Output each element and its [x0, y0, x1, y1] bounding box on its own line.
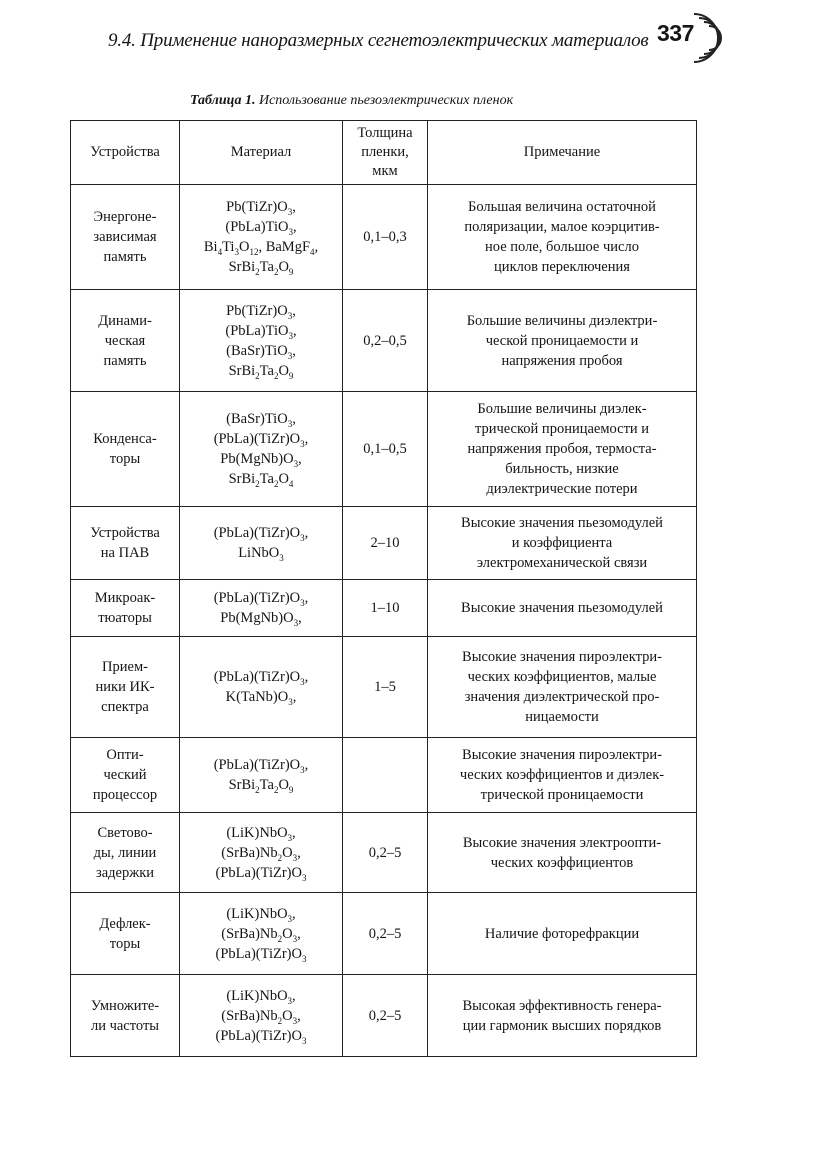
note-line: циклов переключения: [494, 259, 630, 275]
device-cell: Устройства на ПАВ: [71, 507, 180, 580]
thickness-cell: [343, 738, 428, 813]
thickness-cell: 2–10: [343, 507, 428, 580]
note-line: поляризации, малое коэрцитив-: [464, 219, 660, 235]
material-cell: [180, 290, 343, 392]
material-formula: $(PbLa)(TiZr)O_3$,: [213, 431, 309, 449]
material-formula: (LiK)NbO$_3$,: [226, 905, 296, 924]
table-header-row: [71, 121, 697, 185]
device-cell: Энергоне- зависимая память: [71, 185, 180, 290]
note-line: Наличие фоторефракции: [484, 925, 640, 942]
thickness-cell: 0,1–0,5: [343, 392, 428, 507]
material-formula: $(PbLa)(TiZr)O_3$,: [213, 757, 309, 775]
note-line: диэлектрические потери: [486, 481, 638, 497]
note-cell: [428, 185, 697, 290]
note-cell: [428, 637, 697, 738]
material-formula: $(SrBa)Nb_2O_3$,: [221, 925, 301, 944]
table-body: [71, 185, 697, 1057]
device-cell: Опти- ческий процессор: [71, 738, 180, 813]
table-row: [71, 975, 697, 1057]
note-line: Высокие значения пьезомодулей: [461, 600, 663, 616]
table-row: [71, 813, 697, 893]
material-formula: $(PbLa)(TiZr)O_3$,: [213, 590, 309, 608]
note-line: трической проницаемости и: [474, 421, 650, 437]
thickness-cell: 0,1–0,3: [343, 185, 428, 290]
note-line: напряжения пробоя, термоста-: [467, 441, 657, 457]
device-cell: Прием- ники ИК- спектра: [71, 637, 180, 738]
table-caption-label: Таблица 1.: [190, 93, 256, 108]
material-formula: $Pb(MgNb)O_3$,: [220, 610, 302, 628]
note-line: значения диэлектрической про-: [464, 689, 660, 705]
note-line: трической проницаемости: [480, 787, 644, 803]
note-line: Большие величины диэлек-: [477, 401, 647, 417]
material-formula: $SrBi_2Ta_2O_4$: [228, 471, 294, 489]
note-cell: [428, 975, 697, 1057]
note-line: напряжения пробоя: [501, 352, 623, 369]
material-formula: $K(TaNb)O_3$,: [225, 689, 297, 707]
device-cell: Динами- ческая память: [71, 290, 180, 392]
note-line: бильность, низкие: [505, 461, 619, 477]
material-formula: $(SrBa)Nb_2O_3$,: [221, 844, 301, 863]
note-cell: [428, 507, 697, 580]
material-cell: [180, 507, 343, 580]
table-caption-text: Использование пьезоэлектрических пленок: [255, 93, 514, 108]
note-line: Высокие значения пироэлектри-: [462, 649, 662, 665]
note-line: Высокие значения электроопти-: [462, 834, 662, 851]
material-cell: [180, 893, 343, 975]
note-line: ческих коэффициентов, малые: [467, 669, 657, 685]
page-number: 337: [657, 20, 694, 46]
table-row: [71, 507, 697, 580]
thickness-cell: 0,2–5: [343, 975, 428, 1057]
material-formula: $(SrBa)Nb_2O_3$,: [221, 1007, 301, 1026]
material-formula: $(PbLa)(TiZr)O_3$: [215, 864, 307, 883]
material-formula: (LiK)NbO$_3$,: [226, 824, 296, 843]
page-number-arcs-icon: [690, 8, 730, 68]
note-line: ции гармоник высших порядков: [462, 1017, 662, 1034]
note-cell: [428, 813, 697, 893]
note-line: ческой проницаемости и: [485, 332, 639, 349]
table-row: [71, 392, 697, 507]
material-cell: [180, 580, 343, 637]
material-formula: $Pb(MgNb)O_3$,: [220, 451, 302, 469]
note-line: Большая величина остаточной: [468, 199, 656, 215]
device-cell: Умножите- ли частоты: [71, 975, 180, 1057]
material-formula: $(PbLa)(TiZr)O_3$,: [213, 525, 309, 543]
material-formula: $Pb(TiZr)O_3$,: [226, 199, 296, 217]
table-row: [71, 580, 697, 637]
material-cell: [180, 637, 343, 738]
material-formula: LiNbO$_3$: [238, 545, 284, 563]
material-cell: [180, 813, 343, 893]
device-cell: Светово- ды, линии задержки: [71, 813, 180, 893]
note-cell: [428, 738, 697, 813]
column-header-note: Примечание: [428, 121, 697, 185]
note-line: ное поле, большое число: [485, 239, 639, 255]
table-row: [71, 893, 697, 975]
note-line: Высокая эффективность генера-: [462, 997, 662, 1014]
column-header-thickness: Толщина пленки, мкм: [343, 121, 428, 185]
note-line: Большие величины диэлектри-: [466, 312, 658, 329]
material-formula: (PbLa)TiO$_3$,: [225, 322, 297, 341]
material-formula: $(PbLa)(TiZr)O_3$: [215, 1027, 307, 1046]
material-formula: $Pb(TiZr)O_3$,: [226, 302, 296, 321]
note-line: ческих коэффициентов и диэлек-: [459, 767, 665, 783]
material-formula: (PbLa)TiO$_3$,: [225, 219, 297, 237]
material-formula: (LiK)NbO$_3$,: [226, 987, 296, 1006]
material-cell: [180, 975, 343, 1057]
thickness-cell: 0,2–5: [343, 893, 428, 975]
device-cell: Дефлек- торы: [71, 893, 180, 975]
material-cell: [180, 738, 343, 813]
material-cell: [180, 392, 343, 507]
thickness-cell: 1–5: [343, 637, 428, 738]
note-cell: [428, 893, 697, 975]
materials-table: [70, 120, 697, 1057]
material-formula: $Bi_4Ti_3O_{12}$, BaMgF$_4$,: [203, 239, 319, 257]
note-line: Высокие значения пироэлектри-: [462, 747, 662, 763]
material-formula: $(PbLa)(TiZr)O_3$,: [213, 669, 309, 687]
material-formula: $SrBi_2Ta_2O_9$: [228, 777, 294, 795]
material-formula: $SrBi_2Ta_2O_9$: [228, 259, 294, 277]
table-row: [71, 290, 697, 392]
note-line: электромеханической связи: [476, 555, 648, 571]
thickness-cell: 0,2–0,5: [343, 290, 428, 392]
material-formula: $(PbLa)(TiZr)O_3$: [215, 945, 307, 964]
note-cell: [428, 392, 697, 507]
table-row: [71, 637, 697, 738]
table-caption: [190, 93, 513, 109]
thickness-cell: 1–10: [343, 580, 428, 637]
table-row: [71, 738, 697, 813]
material-formula: (BaSr)TiO$_3$,: [226, 411, 296, 429]
material-formula: $SrBi_2Ta_2O_9$: [228, 362, 294, 381]
table-row: [71, 185, 697, 290]
note-line: ницаемости: [525, 709, 599, 725]
material-cell: [180, 185, 343, 290]
device-cell: Конденса- торы: [71, 392, 180, 507]
material-formula: (BaSr)TiO$_3$,: [226, 342, 296, 361]
running-title: 9.4. Применение наноразмерных сегнетоэлектрических материалов: [108, 30, 649, 51]
note-cell: [428, 290, 697, 392]
column-header-material: Материал: [180, 121, 343, 185]
device-cell: Микроак- тюаторы: [71, 580, 180, 637]
note-line: Высокие значения пьезомодулей: [461, 515, 663, 531]
thickness-cell: 0,2–5: [343, 813, 428, 893]
note-line: ческих коэффициентов: [490, 854, 634, 871]
note-cell: [428, 580, 697, 637]
note-line: и коэффициента: [511, 535, 613, 551]
column-header-devices: Устройства: [71, 121, 180, 185]
